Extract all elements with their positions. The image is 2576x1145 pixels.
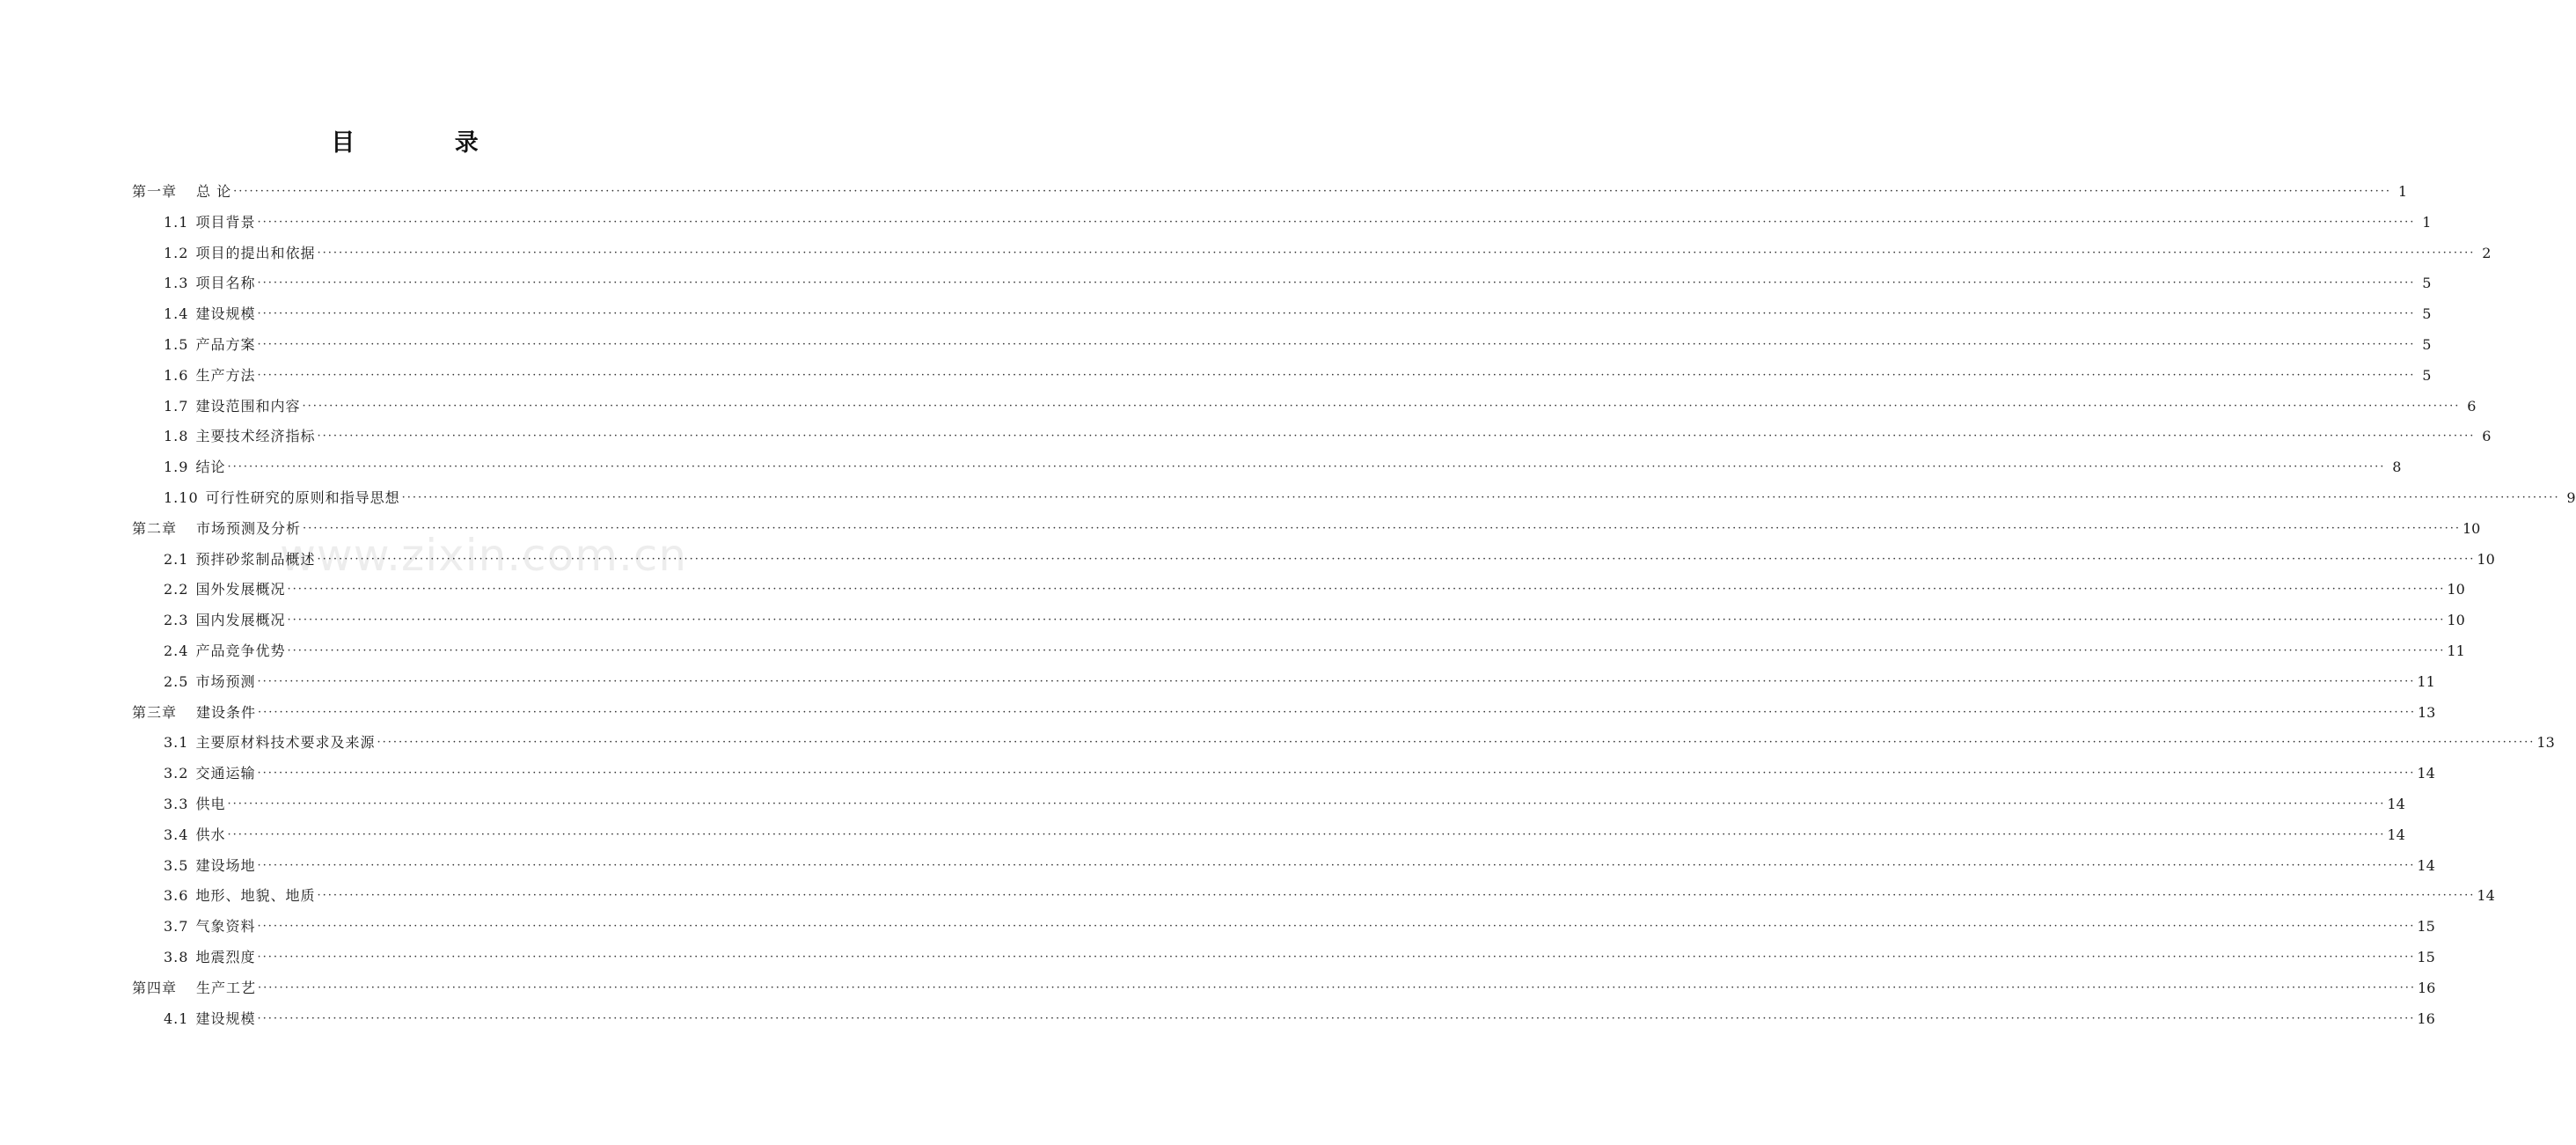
- toc-entry-page: 14: [2417, 765, 2435, 782]
- toc-entry-number: 2.1: [164, 550, 189, 568]
- toc-entry[interactable]: [164, 299, 2432, 329]
- toc-entry-number: 1.10: [164, 489, 199, 506]
- toc-entry[interactable]: [164, 392, 2477, 422]
- toc-entry[interactable]: [164, 483, 2576, 513]
- toc-entry[interactable]: [164, 239, 2492, 268]
- dot-leader: ················································································································································································································································································································································································································: [377, 736, 2536, 750]
- toc-entry-number: 1.5: [164, 336, 189, 353]
- toc-entry-number: 1.8: [164, 428, 189, 445]
- toc-entry[interactable]: [164, 268, 2432, 298]
- toc-entry-number: 3.4: [164, 826, 189, 843]
- toc-entry-number: 3.8: [164, 949, 189, 965]
- dot-leader: ················································································································································································································································································································································································································: [257, 674, 2416, 688]
- dot-leader: ················································································································································································································································································································································································································: [257, 858, 2416, 872]
- toc-entry-number: 2.4: [164, 642, 189, 659]
- toc-entry[interactable]: [164, 667, 2435, 697]
- toc-entry[interactable]: [164, 789, 2405, 819]
- dot-leader: ················································································································································································································································································································································································································: [302, 399, 2461, 413]
- toc-entry-page: 1: [2422, 213, 2432, 231]
- toc-entry[interactable]: [132, 973, 2436, 1003]
- toc-entry[interactable]: [164, 545, 2495, 575]
- toc-entry-page: 14: [2477, 887, 2495, 905]
- dot-leader: ················································································································································································································································································································································································································: [287, 583, 2446, 597]
- toc-entry-label: 国外发展概况: [195, 581, 286, 598]
- toc-entry[interactable]: [164, 820, 2405, 850]
- toc-entry-page: 10: [2447, 581, 2465, 598]
- toc-entry-page: 10: [2462, 519, 2481, 537]
- toc-entry-label: 项目名称: [195, 275, 256, 292]
- toc-entry-number: 1.2: [164, 244, 189, 261]
- toc-entry-label: 地形、地貌、地质: [195, 887, 316, 905]
- dot-leader: ················································································································································································································································································································································································································: [233, 185, 2392, 198]
- dot-leader: ················································································································································································································································································································································································································: [227, 797, 2386, 811]
- dot-leader: ················································································································································································································································································································································································································: [257, 307, 2416, 321]
- toc-entry-label: 产品方案: [195, 336, 256, 353]
- toc-entry[interactable]: [164, 636, 2465, 666]
- toc-entry-label: 地震烈度: [195, 949, 256, 965]
- toc-entry-page: 5: [2422, 336, 2432, 353]
- dot-leader: ················································································································································································································································································································································································································: [317, 889, 2476, 903]
- toc-entry[interactable]: [164, 728, 2555, 758]
- toc-entry-page: 14: [2387, 796, 2405, 812]
- toc-entry-page: 11: [2447, 642, 2465, 659]
- toc-entry-page: 5: [2422, 275, 2432, 292]
- toc-entry-number: 3.2: [164, 765, 189, 782]
- toc-entry-page: 1: [2397, 183, 2408, 200]
- toc-entry-label: 供水: [195, 826, 226, 843]
- toc-entry-number: 3.1: [164, 734, 189, 752]
- dot-leader: ················································································································································································································································································································································································································: [303, 521, 2461, 535]
- dot-leader: ················································································································································································································································································································································································································: [258, 980, 2416, 995]
- toc-entry-label: 供电: [195, 796, 226, 812]
- toc-entry-label: 预拌砂浆制品概述: [195, 550, 316, 568]
- toc-entry-label: 市场预测: [195, 672, 256, 690]
- toc-entry-number: 2.2: [164, 581, 189, 598]
- toc-entry[interactable]: [164, 208, 2432, 238]
- toc-entry-label: 结论: [195, 459, 226, 476]
- dot-leader: ················································································································································································································································································································································································································: [257, 338, 2416, 351]
- toc-entry[interactable]: [164, 452, 2402, 482]
- toc-entry-label: 国内发展概况: [195, 612, 286, 629]
- toc-entry[interactable]: [164, 759, 2435, 789]
- toc-entry-label: 生产方法: [195, 366, 256, 384]
- dot-leader: ················································································································································································································································································································································································································: [257, 767, 2416, 781]
- toc-entry-number: 3.7: [164, 918, 189, 936]
- toc-entry-page: 16: [2417, 979, 2436, 996]
- toc-entry-label: 建设范围和内容: [195, 397, 301, 415]
- toc-entry[interactable]: [164, 1004, 2435, 1034]
- toc-entry-number: 4.1: [164, 1009, 189, 1027]
- toc-entry-number: 1.1: [164, 213, 189, 231]
- toc-entry-page: 5: [2422, 305, 2432, 323]
- dot-leader: ················································································································································································································································································································································································································: [317, 552, 2476, 566]
- toc-entry-page: 5: [2422, 366, 2432, 384]
- dot-leader: ················································································································································································································································································································································································································: [258, 705, 2416, 719]
- dot-leader: ················································································································································································································································································································································································································: [227, 827, 2386, 841]
- toc-entry-page: 11: [2417, 672, 2435, 690]
- toc-entry-page: 10: [2477, 550, 2495, 568]
- toc-entry-page: 13: [2417, 703, 2436, 721]
- toc-entry-number: 1.6: [164, 366, 189, 384]
- toc-entry-number: 第一章: [132, 183, 178, 200]
- toc-entry[interactable]: [132, 514, 2481, 544]
- toc-entry-label: 生产工艺: [196, 979, 257, 996]
- toc-entry-number: 第四章: [132, 979, 178, 996]
- dot-leader: ················································································································································································································································································································································································································: [227, 460, 2386, 474]
- toc-entry-page: 6: [2482, 428, 2492, 445]
- toc-entry-label: 市场预测及分析: [196, 519, 302, 537]
- toc-entry-label: 可行性研究的原则和指导思想: [205, 489, 400, 506]
- toc-entry-label: 气象资料: [195, 918, 256, 936]
- toc-entry[interactable]: [164, 851, 2435, 881]
- toc-entry-number: 2.3: [164, 612, 189, 629]
- toc-entry[interactable]: [164, 361, 2432, 391]
- toc-entry[interactable]: [164, 881, 2495, 911]
- toc-entry-number: 1.4: [164, 305, 189, 323]
- dot-leader: ················································································································································································································································································································································································································: [257, 368, 2416, 382]
- toc-entry-label: 项目背景: [195, 213, 256, 231]
- toc-entry-page: 13: [2536, 734, 2555, 752]
- toc-entry[interactable]: [164, 330, 2432, 360]
- dot-leader: ················································································································································································································································································································································································································: [401, 491, 2560, 504]
- toc-entry-label: 建设条件: [196, 703, 257, 721]
- toc-entry-page: 10: [2447, 612, 2465, 629]
- toc-entry-label: 交通运输: [195, 765, 256, 782]
- toc-entry-page: 9: [2566, 489, 2576, 506]
- toc-entry-label: 建设规模: [195, 305, 256, 323]
- toc-entry[interactable]: [132, 177, 2408, 207]
- toc-entry-page: 6: [2467, 397, 2477, 415]
- toc-entry-label: 产品竞争优势: [195, 642, 286, 659]
- toc-entry[interactable]: [164, 943, 2435, 973]
- toc-entry-page: 14: [2387, 826, 2405, 843]
- toc-entry-label: 主要技术经济指标: [195, 428, 316, 445]
- page-title: 目 录: [331, 129, 524, 157]
- toc-entry-number: 2.5: [164, 672, 189, 690]
- toc-entry-number: 第三章: [132, 703, 178, 721]
- toc-entry-number: 1.7: [164, 397, 189, 415]
- toc-entry-page: 8: [2392, 459, 2402, 476]
- dot-leader: ················································································································································································································································································································································································································: [287, 644, 2446, 657]
- toc-entry[interactable]: [164, 912, 2435, 942]
- dot-leader: ················································································································································································································································································································································································································: [257, 276, 2416, 290]
- dot-leader: ················································································································································································································································································································································································································: [257, 1011, 2416, 1025]
- toc-entry-number: 1.3: [164, 275, 189, 292]
- toc-entry-label: 总 论: [196, 183, 232, 200]
- dot-leader: ················································································································································································································································································································································································································: [287, 613, 2446, 628]
- watermark: www.zixin.com.cn: [280, 530, 688, 581]
- dot-leader: ················································································································································································································································································································································································································: [257, 920, 2416, 934]
- toc-entry-number: 1.9: [164, 459, 189, 476]
- toc-entry-label: 主要原材料技术要求及来源: [195, 734, 376, 752]
- dot-leader: ················································································································································································································································································································································································································: [317, 246, 2476, 260]
- toc-entry-label: 建设规模: [195, 1009, 256, 1027]
- toc-entry-page: 16: [2417, 1009, 2435, 1027]
- dot-leader: ················································································································································································································································································································································································································: [317, 429, 2476, 444]
- toc-entry-page: 15: [2417, 949, 2435, 965]
- toc-entry[interactable]: [164, 575, 2465, 605]
- toc-entry[interactable]: [164, 422, 2492, 451]
- toc-entry[interactable]: [164, 606, 2465, 635]
- toc-entry-label: 建设场地: [195, 856, 256, 874]
- toc-entry-label: 项目的提出和依据: [195, 244, 316, 261]
- dot-leader: ················································································································································································································································································································································································································: [257, 215, 2416, 229]
- toc-entry-page: 15: [2417, 918, 2435, 936]
- toc-entry-number: 第二章: [132, 519, 178, 537]
- toc-entry-number: 3.6: [164, 887, 189, 905]
- toc-entry[interactable]: [132, 698, 2436, 728]
- toc-entry-page: 2: [2482, 244, 2492, 261]
- toc-entry-page: 14: [2417, 856, 2435, 874]
- toc-entry-number: 3.3: [164, 796, 189, 812]
- dot-leader: ················································································································································································································································································································································································································: [257, 950, 2416, 964]
- toc-entry-number: 3.5: [164, 856, 189, 874]
